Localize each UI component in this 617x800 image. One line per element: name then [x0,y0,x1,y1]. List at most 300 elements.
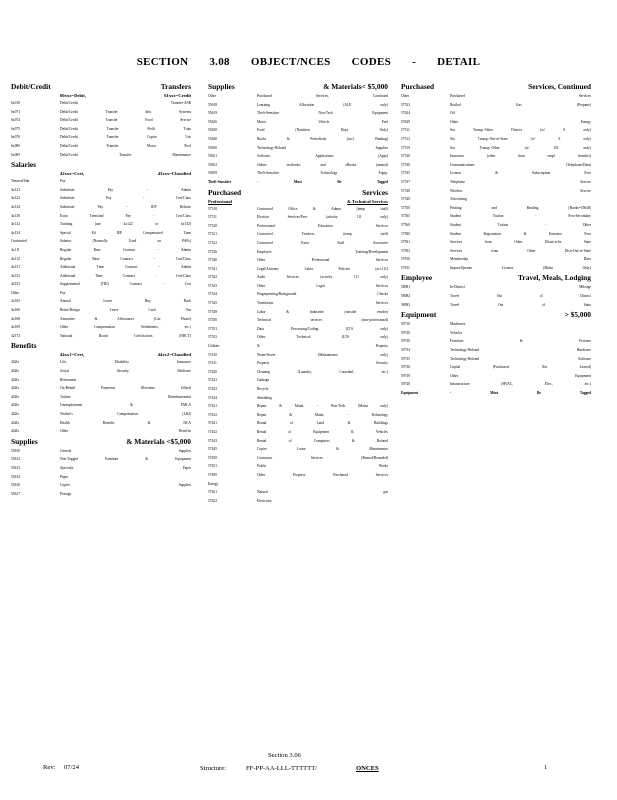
description-word: Only) [582,265,591,270]
code-row [208,256,388,265]
code-row [208,454,388,463]
description-word: (outside [344,309,357,314]
description-word: Not [541,365,548,370]
object-code: 55610 [11,448,20,453]
code-description [450,355,591,364]
description-word: - [154,273,157,278]
object-code: 58082 [401,294,410,299]
code-description [257,316,388,325]
description-word: Fixtures [579,339,591,344]
description-word: than [518,154,525,159]
object-code: Other [208,94,217,98]
description-word: Rental [257,429,267,434]
description-word: Services/Fees [287,215,308,220]
code-description [60,297,191,306]
code-description [450,169,591,178]
description-word: Substitute [60,204,75,209]
description-word: Other [450,373,459,378]
object-code: 55652 [208,162,217,167]
code-row [208,480,388,489]
description-word: Contract [122,273,135,278]
object-code: 4x152 [11,273,20,278]
code-row [401,169,591,178]
subheader-left: Professional [208,198,232,204]
code-description [257,462,388,471]
code-row [208,144,388,153]
code-description [450,301,591,310]
description-word: Equip. [378,171,388,176]
code-row [401,355,591,364]
code-description [257,101,388,110]
description-word: & [312,206,316,211]
description-word: Property [293,472,306,477]
code-description [60,401,191,410]
description-word: Infrastructure [450,382,470,387]
description-word: Property [257,361,270,366]
code-description [257,230,388,239]
code-row [11,410,191,419]
description-word: Worker's [60,412,73,416]
description-word: Technical [257,318,271,323]
section-header [11,341,191,351]
description-word: Import/Operate [450,265,473,270]
code-row [11,376,191,385]
object-code: Contracted [11,239,27,244]
description-word: - [544,222,547,227]
code-description [450,212,591,221]
object-code: 57441 [208,421,217,426]
description-word: Admin [331,206,342,211]
footer-rev-label: Rev: [43,764,56,771]
section-block [11,341,191,435]
code-description [257,152,388,161]
object-code: 57326 [208,249,217,254]
code-description [257,445,388,454]
object-code: 57540 [401,197,410,202]
description-word: Fees [584,231,591,236]
description-word: Cert/Class [175,256,191,261]
code-row [401,363,591,372]
code-row [401,389,591,398]
subheader-right: & Technical Services [347,198,388,204]
description-word: State [583,302,591,307]
code-description [450,372,591,381]
code-row [401,221,591,230]
code-description [60,447,191,456]
object-code: 57490 [208,472,217,477]
description-word: Medicare [177,369,191,374]
description-word: Maint. [314,412,325,417]
description-word: Maintenance [369,447,388,452]
section-block [208,188,388,506]
description-word: only) [380,275,388,280]
description-word: Paper [182,465,191,470]
description-word: only) [583,136,591,141]
description-word: Transp.-Out-of-State [477,136,508,141]
object-code: 57320 [208,223,217,228]
description-word: On-Behalf [60,386,76,391]
description-word: (LTS [341,335,350,340]
code-row [401,161,591,170]
code-row [208,308,388,317]
description-word: Rental [257,421,267,426]
footer-structure-value: FF-PP-AA-LLL-TTTTTT/ [246,765,318,772]
code-description [257,454,388,463]
description-word: 4x132) [180,222,191,227]
description-word: Cert/Class [176,196,191,201]
code-description [60,246,191,255]
object-code: 4x169 [11,325,20,330]
description-word: Copier [147,135,157,140]
subheader-left: 44xx1=Cert, [60,352,85,358]
description-word: Energy [580,119,591,124]
section-header-detail: Transfers [160,82,191,91]
description-word: - [316,404,319,409]
code-row [208,230,388,239]
description-word: Professional [257,223,275,228]
code-row [11,419,191,428]
description-word: Debit/Credit [60,152,78,157]
description-word: (Propane) [576,102,591,107]
description-word: 4x122 [123,222,133,227]
code-description [257,342,388,351]
description-word: Maint. [294,404,305,409]
description-word: Health [60,420,70,425]
description-word: etc.) [584,382,591,387]
description-word: Stu [450,145,455,150]
object-code: 57423 [208,387,217,391]
object-code: Utilities [208,344,220,349]
description-word: Debit/Credit [60,143,78,148]
description-word: Custodial, [339,369,355,374]
description-word: Services [310,455,323,460]
description-word: of [539,294,543,299]
code-row [208,205,388,214]
description-word: Legal [316,283,325,288]
object-code: 57535 [401,171,410,176]
section-header-title: Salaries [11,160,37,170]
description-word: Dept. [340,128,349,133]
code-row [208,126,388,135]
code-description [450,187,591,196]
code-row [11,246,191,255]
object-code: 442lx [11,412,20,416]
description-word: Equipment [372,111,388,116]
code-description [60,263,191,272]
description-word: Compensated [142,230,163,235]
description-word: (Maintenance [318,352,338,357]
object-code: 57310 [208,206,217,211]
code-description [450,221,591,230]
code-row [401,101,591,110]
description-word: Extra [301,240,309,245]
description-word: Learning [257,102,270,107]
description-word: Communications [450,162,475,167]
description-word: Life, [60,360,67,365]
description-word: Retire/Resign [60,308,80,313]
description-word: or [155,222,159,227]
description-word: Pay [107,187,114,192]
description-word: Other [450,119,459,124]
code-row [208,359,388,368]
object-code: 55659 [208,171,217,176]
description-word: Other [527,248,536,253]
code-description [450,152,591,161]
description-word: General [60,448,72,453]
description-word: only) [380,352,388,357]
object-code: 55650 [208,145,217,150]
object-code: 4x122 [11,196,20,201]
description-word: (w/ [524,145,530,150]
description-word: Gas [515,102,522,107]
description-word: (incl. [347,136,355,141]
description-word: only) [380,326,388,331]
code-row [208,169,388,178]
description-word: Phone) [180,316,191,321]
code-row [401,126,591,135]
object-code: 6x085 [11,152,20,157]
description-word: Security, [116,369,130,374]
section-header-detail: & Materials< $5,000 [323,82,388,91]
object-code: 4x130 [11,213,20,218]
description-word: Dues [583,257,591,262]
description-word: Salaries [60,239,72,244]
code-row [11,177,191,186]
object-code: 6x010 [11,101,20,105]
description-word: Services [450,240,463,245]
code-description [450,337,591,346]
code-description: Electricity [257,498,272,503]
object-code: 4x168 [11,316,20,321]
description-word: Student [450,231,461,236]
section-block [401,82,591,272]
description-word: FMLA [181,403,191,408]
code-description [257,273,388,282]
description-word: & [130,403,134,408]
code-description [257,161,388,170]
description-word: Cert [184,282,191,287]
description-word: Pay [97,204,104,209]
object-code: 57520 [401,154,410,159]
description-word: Fees [584,171,591,176]
description-word: - [126,204,128,209]
description-word: (other [486,154,496,159]
description-word: Furniture [104,457,119,462]
code-description [60,280,191,289]
code-description [257,299,388,308]
description-word: Term/and [89,213,104,218]
code-description [60,455,191,464]
description-word: vendor) [376,309,388,314]
description-word: Furniture [450,339,464,344]
code-description [60,255,191,264]
description-word: Food [257,128,265,133]
description-word: Transfer [119,152,132,157]
section-block [11,82,191,159]
description-word: Theft-Sensitive [257,111,280,116]
description-word: Disability [114,360,130,365]
description-word: Other [257,335,266,340]
description-word: (w/ [530,136,536,141]
code-description [60,203,191,212]
code-row [401,152,591,161]
code-description [60,133,191,142]
code-description [257,402,388,411]
description-word: Non-Tagged [60,457,78,462]
footer-structure-label: Structure: [200,765,227,772]
description-word: Admin [180,247,191,252]
description-word: Capital [450,365,461,370]
description-word: District [511,128,523,133]
description-word: only) [583,145,591,150]
code-row [208,411,388,420]
description-word: & [523,231,527,236]
description-word: Supplies [178,448,191,453]
description-word: Binding) [375,136,388,141]
description-word: Certification [134,333,153,338]
object-code: 59740 [401,382,410,387]
description-word: Payments [101,386,116,391]
description-word: Out [185,308,191,313]
section-header-detail: Services, Continued [528,82,591,91]
description-word: Info [145,109,152,114]
section-header-title: Purchased [401,82,435,91]
description-word: Professional [311,258,330,263]
description-word: Other [60,429,69,434]
description-word: Debit/Credit [60,109,78,114]
code-row [11,297,191,306]
code-description [450,135,591,144]
code-description [257,419,388,428]
code-row [11,473,191,482]
description-word: Transfer [106,143,119,148]
object-code: 57343 [208,283,217,288]
code-row [11,151,191,160]
object-code: 57421 [208,378,217,383]
description-word: Service [580,179,591,184]
section-header-title: Purchased [208,187,242,197]
code-row [11,133,191,142]
section-header [401,310,591,320]
code-row [11,194,191,203]
code-description [450,255,591,264]
description-word: Release [179,204,191,209]
description-word: Water/Sewer [257,352,276,357]
description-word: Specialty [60,465,74,470]
description-word: Cert/Class [175,273,191,278]
object-code: 57538 [401,188,410,193]
code-description [257,325,388,334]
description-word: Technical [296,335,311,340]
description-word: Books [257,136,267,141]
description-word: Post-Secondary [568,214,591,219]
description-word: - [143,196,145,201]
code-row [11,280,191,289]
code-description [257,144,388,153]
description-word: & [257,344,260,349]
description-word: Transp.-Other [479,145,500,150]
description-word: (NBCT) [178,333,191,338]
code-row [401,264,591,273]
object-code: 57450 [208,455,217,460]
description-word: EE [554,145,559,150]
description-word: Mileage [579,285,591,290]
description-word: (non-professional) [361,318,388,323]
description-word: etc.) [381,369,388,374]
description-word: Lease [297,447,306,452]
code-row [208,178,388,187]
code-row [208,135,388,144]
section-block [401,273,591,309]
description-word: - [257,179,259,184]
object-code: 57537 [401,179,410,184]
object-code: 4x111 [11,247,20,252]
code-row [208,437,388,446]
code-row [11,263,191,272]
code-row [208,342,388,351]
description-word: Fingerprinting/Background [257,292,297,297]
description-word: Employee [257,249,272,254]
description-word: Debit/Credit [60,101,78,105]
code-row [401,247,591,256]
code-row [401,380,591,389]
description-word: Substitute [60,187,75,192]
description-word: (annual) [376,162,388,167]
description-word: Stu [450,128,455,133]
code-row [208,222,388,231]
description-word: Contract [120,256,133,261]
code-row [401,346,591,355]
code-description [450,238,591,247]
description-word: of [288,429,292,434]
description-word: Compensation [94,325,115,330]
code-row [11,455,191,464]
code-row [401,283,591,292]
object-code: 58083 [401,302,410,307]
description-word: Services [375,301,388,306]
code-row [11,315,191,324]
description-word: Computers [313,438,330,443]
code-description [450,204,591,213]
section-header-title: Supplies [208,82,235,91]
description-word: - [535,214,537,219]
description-word: 111 [353,275,359,280]
description-word: & [336,447,339,452]
description-word: on [157,239,161,244]
description-word: (temp [356,206,365,211]
object-code: 59735 [401,356,410,361]
code-description [450,363,591,372]
code-row [208,265,388,274]
description-word: - [450,391,452,395]
object-code: 57519 [401,145,410,150]
description-word: Continued [373,94,388,98]
description-word: Debit/Credit [60,135,78,140]
description-word: - [347,412,349,417]
description-word: Theft-Sensitive [257,171,280,176]
description-word: Services [375,472,388,477]
code-description [257,92,388,101]
code-row [208,101,388,110]
code-row [401,187,591,196]
code-description [257,471,388,480]
code-row [11,108,191,117]
code-description [257,239,388,248]
description-word: Leave [109,308,119,313]
description-word: Regular [60,247,72,252]
description-word: Out [497,302,504,307]
description-word: only) [380,404,388,409]
